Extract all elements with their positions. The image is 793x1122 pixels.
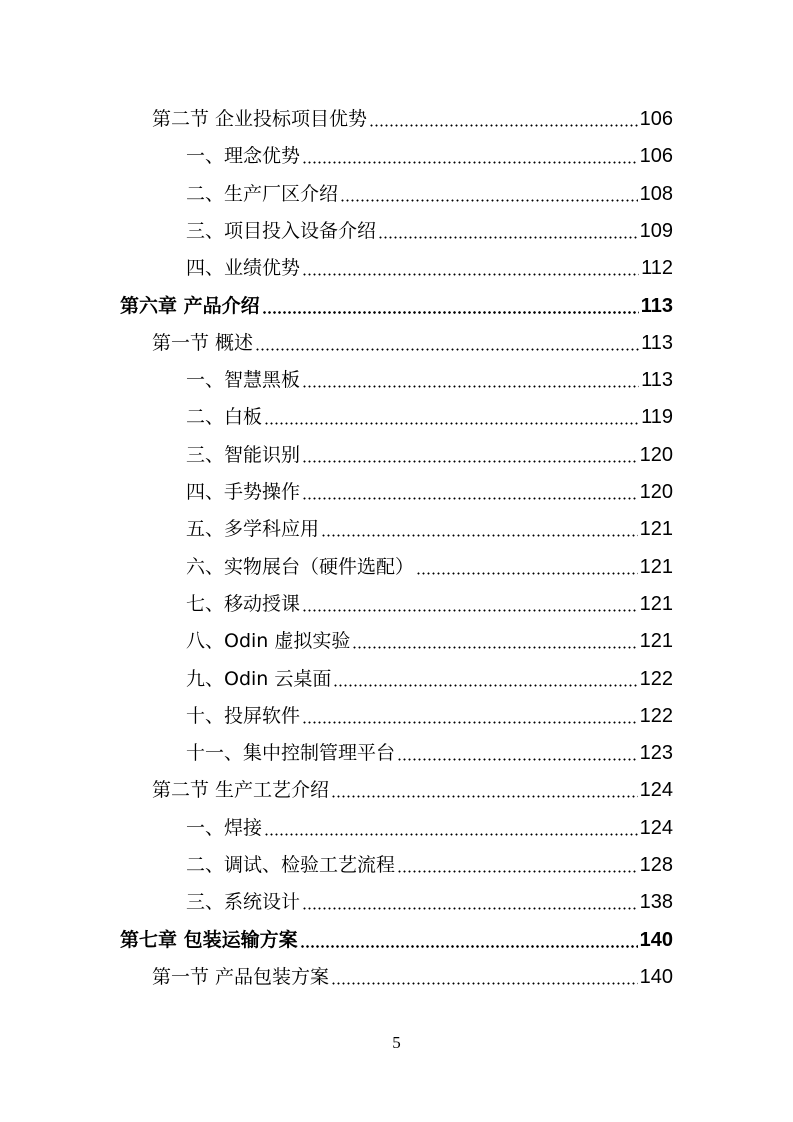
toc-dot-leader <box>352 646 637 649</box>
toc-entry-title: 十一、集中控制管理平台 <box>186 742 396 765</box>
toc-entry-page: 108 <box>639 182 673 205</box>
toc-entry-title: 八、Odin 虚拟实验 <box>186 630 351 653</box>
toc-dot-leader <box>302 907 638 910</box>
toc-entry-page: 113 <box>641 369 673 392</box>
toc-dot-leader <box>300 945 638 948</box>
toc-chapter-entry[interactable] <box>120 293 673 319</box>
toc-entry-page: 122 <box>639 704 673 727</box>
toc-subsection-entry[interactable] <box>186 740 673 766</box>
toc-dot-leader <box>302 609 638 612</box>
toc-subsection-entry[interactable] <box>186 554 673 580</box>
toc-entry-page: 121 <box>639 518 673 541</box>
toc-dot-leader <box>416 572 638 575</box>
toc-subsection-entry[interactable] <box>186 889 673 915</box>
toc-entry-page: 138 <box>639 891 673 914</box>
toc-entry-title: 四、手势操作 <box>186 481 301 503</box>
toc-entry-title: 一、理念优势 <box>186 145 301 168</box>
toc-entry-page: 128 <box>639 854 673 876</box>
toc-subsection-entry[interactable] <box>186 255 673 281</box>
toc-subsection-entry[interactable] <box>186 367 673 393</box>
toc-dot-leader <box>302 721 638 724</box>
toc-dot-leader <box>331 982 638 985</box>
toc-dot-leader <box>333 684 637 687</box>
toc-entry-title: 二、白板 <box>186 406 263 429</box>
toc-entry-title: 第一节 产品包装方案 <box>152 965 330 988</box>
toc-dot-leader <box>331 795 638 798</box>
toc-subsection-entry[interactable] <box>186 479 673 505</box>
toc-subsection-entry[interactable] <box>186 442 673 468</box>
toc-section-entry[interactable] <box>152 330 673 356</box>
toc-entry-title: 三、智能识别 <box>186 443 301 466</box>
toc-entry-title: 五、多学科应用 <box>186 518 320 541</box>
toc-dot-leader <box>262 311 639 314</box>
toc-section-entry[interactable] <box>152 964 673 990</box>
toc-subsection-entry[interactable] <box>186 815 673 841</box>
toc-dot-leader <box>302 385 639 388</box>
toc-entry-page: 140 <box>639 928 673 951</box>
toc-entry-title: 第二节 企业投标项目优势 <box>152 108 368 130</box>
toc-subsection-entry[interactable] <box>186 218 673 244</box>
toc-entry-page: 120 <box>639 481 673 503</box>
toc-entry-title: 二、调试、检验工艺流程 <box>186 854 396 876</box>
toc-entry-title: 十、投屏软件 <box>186 704 301 727</box>
toc-entry-page: 113 <box>641 331 673 354</box>
toc-entry-title: 一、智慧黑板 <box>186 369 301 392</box>
toc-chapter-entry[interactable] <box>120 927 673 953</box>
toc-entry-title: 一、焊接 <box>186 816 263 839</box>
toc-subsection-entry[interactable] <box>186 143 673 169</box>
toc-dot-leader <box>302 460 638 463</box>
toc-entry-title: 二、生产厂区介绍 <box>186 182 339 205</box>
toc-entry-page: 106 <box>639 145 673 168</box>
toc-entry-title: 第六章 产品介绍 <box>120 294 260 317</box>
toc-dot-leader <box>302 161 638 164</box>
toc-dot-leader <box>378 236 638 239</box>
toc-dot-leader <box>397 870 638 873</box>
toc-dot-leader <box>302 497 638 500</box>
toc-entry-page: 113 <box>640 294 673 317</box>
toc-entry-page: 123 <box>639 742 673 765</box>
toc-entry-page: 140 <box>639 965 673 988</box>
toc-entry-title: 第一节 概述 <box>152 331 254 354</box>
toc-dot-leader <box>369 124 638 127</box>
toc-entry-page: 119 <box>641 406 673 429</box>
toc-dot-leader <box>255 348 639 351</box>
toc-subsection-entry[interactable] <box>186 852 673 878</box>
toc-entry-page: 121 <box>639 555 673 578</box>
toc-entry-page: 106 <box>639 108 673 130</box>
toc-entry-title: 三、系统设计 <box>186 891 301 914</box>
toc-subsection-entry[interactable] <box>186 703 673 729</box>
toc-section-entry[interactable] <box>152 777 673 803</box>
toc-dot-leader <box>264 833 638 836</box>
toc-dot-leader <box>340 199 638 202</box>
toc-entry-title: 第二节 生产工艺介绍 <box>152 779 330 802</box>
toc-entry-page: 109 <box>639 219 673 242</box>
toc-section-entry[interactable] <box>152 106 673 132</box>
toc-entry-page: 120 <box>639 443 673 466</box>
toc-entry-page: 121 <box>639 592 673 615</box>
toc-entry-page: 121 <box>639 630 673 653</box>
toc-subsection-entry[interactable] <box>186 404 673 430</box>
toc-entry-title: 七、移动授课 <box>186 592 301 615</box>
toc-subsection-entry[interactable] <box>186 516 673 542</box>
toc-dot-leader <box>302 273 639 276</box>
toc-entry-title: 第七章 包装运输方案 <box>120 928 298 951</box>
toc-entry-title: 四、业绩优势 <box>186 257 301 280</box>
toc-dot-leader <box>321 534 638 537</box>
toc-entry-page: 112 <box>641 257 673 280</box>
toc-subsection-entry[interactable] <box>186 666 673 692</box>
toc-dot-leader <box>264 422 639 425</box>
toc-entry-page: 122 <box>639 667 673 690</box>
toc-entry-page: 124 <box>639 816 673 839</box>
toc-subsection-entry[interactable] <box>186 628 673 654</box>
toc-entry-title: 三、项目投入设备介绍 <box>186 219 377 242</box>
toc-entry-title: 九、Odin 云桌面 <box>186 667 332 690</box>
page-number: 5 <box>392 1033 401 1052</box>
toc-subsection-entry[interactable] <box>186 591 673 617</box>
toc-subsection-entry[interactable] <box>186 181 673 207</box>
toc-entry-title: 六、实物展台（硬件选配） <box>186 555 415 578</box>
toc-dot-leader <box>397 758 638 761</box>
toc-entry-page: 124 <box>639 779 673 802</box>
